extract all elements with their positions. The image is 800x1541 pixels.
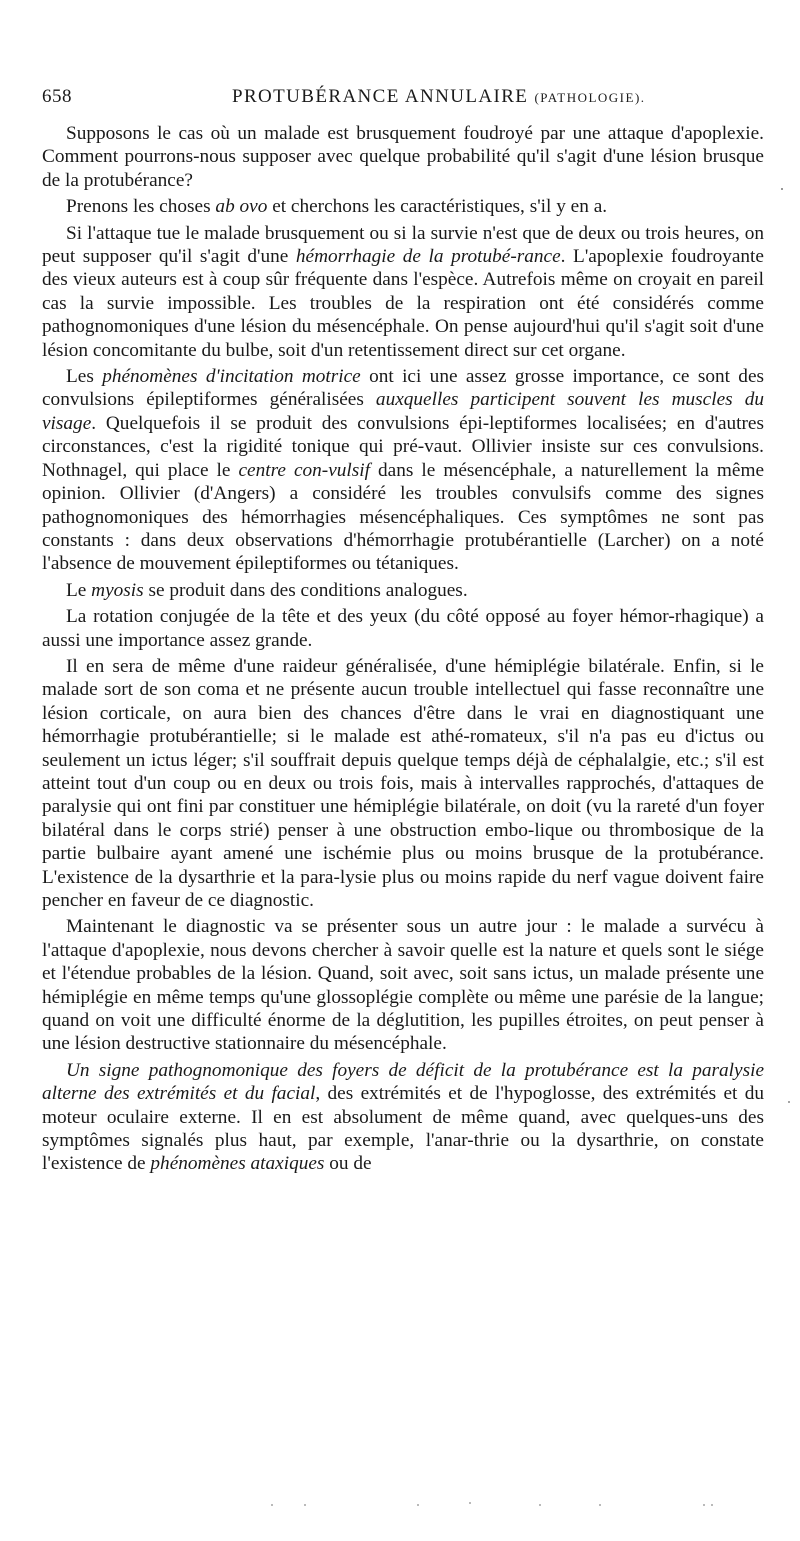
text-run: Il en sera de même d'une raideur généralisée, d'une hémiplégie bilatérale. Enfin, si le malade sort de son coma et ne présente aucun trouble intellectuel qui fasse reconnaître une lésion corticale, on aura bien des chances d'être dans le vrai en diagnostiquant une hémorrhagie protubérantielle; si le malade est athé-romateux, s'il n'a pas eu d'ictus ou seulement un ictus léger; s'il souffrait depuis quelque temps déjà de céphalalgie, etc.; s'il est atteint tout d'un coup ou en deux ou trois fois, mais à intervalles rapprochés, d'attaques de paralysie qui ont fini par constituer une hémiplégie bilatérale, on doit (vu la rareté d'un foyer bilatéral dans le corps strié) penser à une obstruction embo-lique ou thrombosique de la partie bulbaire ayant amené une ischémie plus ou moins brusque de la protubérance. L'existence de la dysarthrie et la para-lysie plus ou moins rapide du nerf vague doivent faire pencher en faveur de ce diagnostic. — [42, 655, 764, 911]
italic-text: ab ovo — [215, 196, 268, 218]
text-run: Supposons le cas où un malade est brusquement foudroyé par une attaque d'apoplexie. Comment pourrons-nous supposer avec quelque probabilité qu'il s'agit d'une lésion brusque de la protubérance? — [42, 123, 764, 191]
text-run: et cherchons les caractéristiques, s'il y en a. — [267, 196, 608, 218]
text-run: ou de — [324, 1153, 372, 1175]
text-run: se produit dans des conditions analogues. — [143, 579, 468, 601]
text-run: La rotation conjugée de la tête et des yeux (du côté opposé au foyer hémor-rhagique) a aussi une importance assez grande. — [42, 606, 764, 651]
speck — [539, 1504, 541, 1506]
speck — [599, 1504, 601, 1506]
italic-text: hémorrhagie de la protubé-rance — [295, 246, 561, 268]
text-run: Les — [66, 366, 103, 388]
italic-text: phénomènes ataxiques — [150, 1153, 325, 1175]
speck — [711, 1504, 713, 1506]
paragraph — [42, 579, 764, 602]
speck — [469, 1502, 471, 1504]
text-run: Prenons les choses — [66, 196, 216, 218]
italic-text: centre con-vulsif — [238, 459, 371, 481]
running-title — [232, 86, 646, 108]
italic-text: phénomènes d'incitation motrice — [102, 366, 361, 388]
page-header — [42, 86, 760, 116]
page-number: 658 — [42, 86, 72, 107]
running-title-text: PROTUBÉRANCE ANNULAIRE — [232, 86, 529, 107]
speck — [304, 1504, 306, 1506]
speck — [788, 1101, 790, 1103]
paragraph — [42, 655, 764, 912]
paragraph — [42, 605, 764, 652]
text-run: Le — [66, 579, 92, 601]
speck — [417, 1504, 419, 1506]
text-run: . Quelquefois il se produit des convulsions épi-leptiformes localisées; en d'autres circonstances, c'est la rigidité tonique qui pré-vaut. Ollivier insiste sur ces convulsions. Nothnagel, qui place le — [42, 412, 764, 481]
paragraph — [42, 1059, 764, 1176]
text-run: ont ici une assez grosse importance, ce sont des convulsions épileptiformes généralisées — [42, 366, 765, 411]
body-text — [42, 122, 764, 1179]
text-run: Si l'attaque tue le malade brusquement ou si la survie n'est que de deux ou trois heures, on peut supposer qu'il s'agit d'une — [42, 222, 764, 268]
speck — [703, 1504, 705, 1506]
paragraph — [42, 915, 764, 1055]
paragraph — [42, 365, 764, 576]
paragraph — [42, 222, 764, 362]
text-run: Maintenant le diagnostic va se présenter sous un autre jour : le malade a survécu à l'attaque d'apoplexie, nous devons chercher à savoir quelle est la nature et quels sont le siége et l'étendue probables de la lésion. Quand, soit avec, soit sans ictus, un malade présente une hémiplégie en même temps qu'une glossoplégie complète ou même une parésie de la langue; quand on voit une difficulté énorme de la déglutition, les pupilles étroites, on peut penser à une lésion destructive stationnaire du mésencéphale. — [42, 916, 764, 1055]
italic-text: Un signe pathognomonique des foyers de déficit de la protubérance est la paralysie alterne des extrémités et du facial — [42, 1059, 764, 1105]
text-run: , des extrémités et de l'hypoglosse, des extrémités et du moteur oculaire externe. Il en est absolument de même quand, avec quelques-uns des symptômes signalés plus haut, par exemple, l'anar-thrie ou la dysarthrie, on constate l'existence de — [42, 1083, 764, 1175]
running-title-section: (PATHOLOGIE). — [534, 90, 646, 105]
paragraph — [42, 195, 764, 218]
speck — [781, 188, 783, 190]
paragraph — [42, 122, 764, 192]
speck — [271, 1504, 273, 1506]
italic-text: auxquelles participent souvent les muscles du visage — [42, 389, 764, 434]
text-run: . L'apoplexie foudroyante des vieux auteurs est à coup sûr fréquente dans l'espèce. Autrefois même on croyait en pareil cas la survie impossible. Les troubles de la respiration ont été considérés comme pathognomoniques d'une lésion du mésencéphale. On pense aujourd'hui qu'il s'agit soit d'une lésion concomitante du bulbe, soit d'un retentissement direct sur cet organe. — [42, 246, 764, 361]
text-run: dans le mésencéphale, a naturellement la même opinion. Ollivier (d'Angers) a considéré les troubles convulsifs comme des signes pathognomoniques des hémorrhagies mésencéphaliques. Ces symptômes ne sont pas constants : dans deux observations d'hémorrhagie protubérantielle (Larcher) on a noté l'absence de mouvement épileptiformes ou tétaniques. — [42, 459, 765, 575]
italic-text: myosis — [91, 579, 144, 601]
